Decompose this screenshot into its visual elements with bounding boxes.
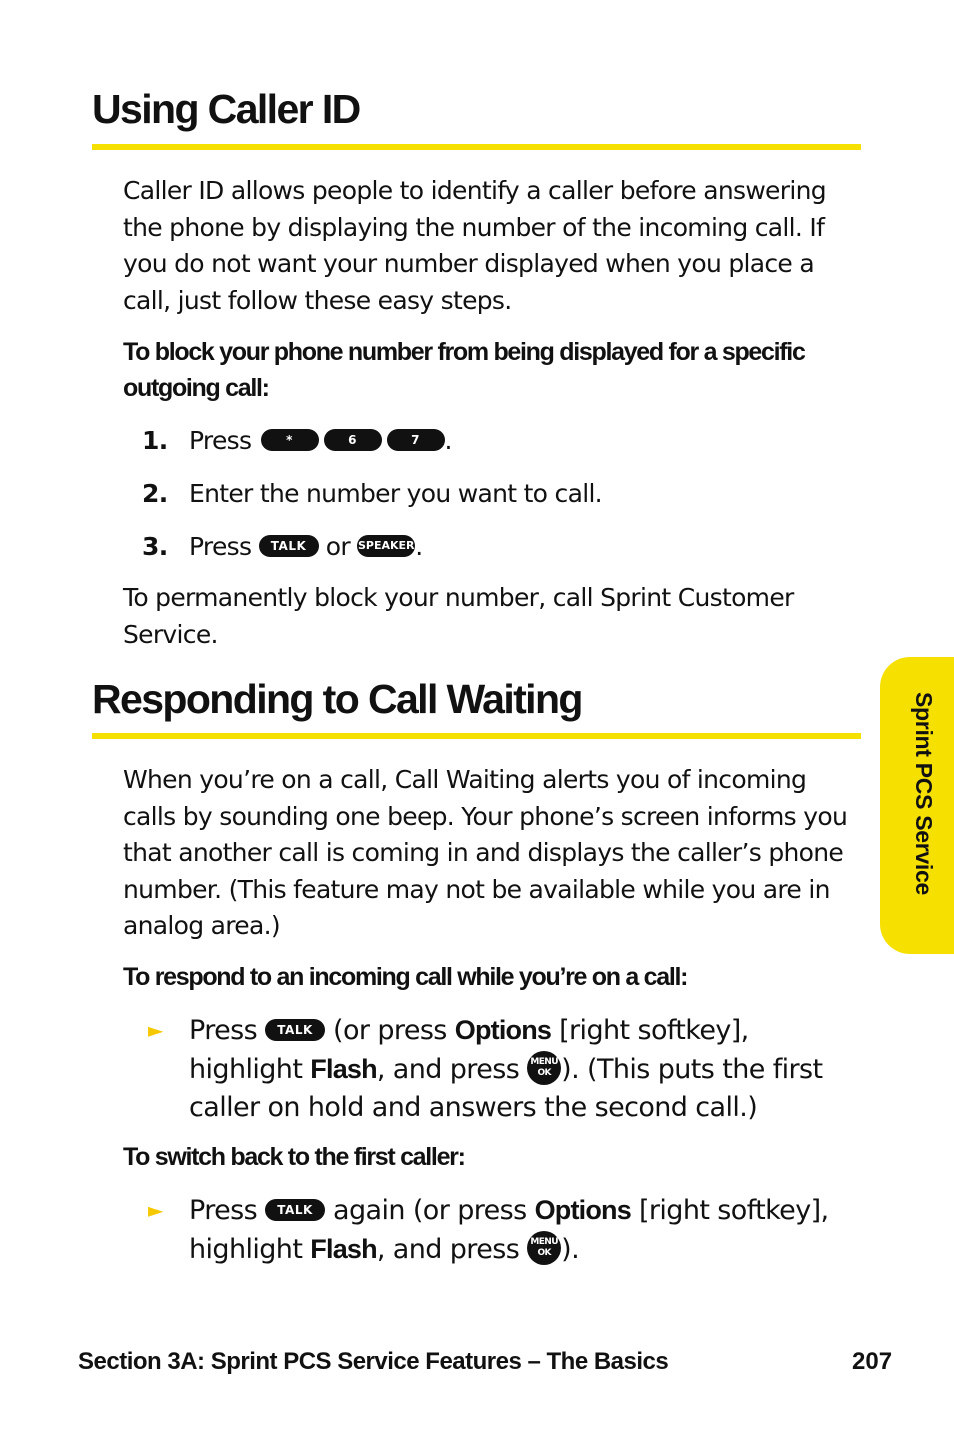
instruction-text: , and press <box>376 1054 520 1085</box>
block-number-subheading: To block your phone number from being displayed for a specific outgoing call: <box>123 338 805 402</box>
instruction-text: again (or press <box>333 1195 527 1226</box>
section-title-caller-id: Using Caller ID <box>92 86 360 132</box>
instruction-text: Press <box>189 1195 258 1226</box>
instruction-text: [right softkey], highlight <box>189 1195 829 1265</box>
section-title-call-waiting: Responding to Call Waiting <box>92 676 582 722</box>
bullet-arrow-icon: ► <box>148 1018 163 1042</box>
step-number: 2. <box>142 479 168 508</box>
step-text: Enter the number you want to call. <box>189 479 602 508</box>
step-number: 3. <box>142 532 168 561</box>
instruction-text: [right softkey], highlight <box>189 1015 749 1085</box>
instruction-text: ). <box>561 1234 580 1265</box>
instruction-text: Press <box>189 1015 258 1046</box>
six-key-icon: 6 <box>324 429 382 451</box>
call-waiting-intro: When you’re on a call, Call Waiting alerts you of incoming calls by sounding one beep. Your phone’s screen informs you that another call is coming in and displays the caller’s phone number. (This feature may not be available while you are in analog area.) <box>123 765 848 940</box>
step-3 <box>142 529 422 565</box>
flash-option-label: Flash <box>310 1234 377 1264</box>
bullet-arrow-icon: ► <box>148 1198 163 1222</box>
step-1 <box>142 423 452 459</box>
star-key-icon: * <box>261 429 319 451</box>
flash-option-label: Flash <box>310 1054 377 1084</box>
footer-section-title: Section 3A: Sprint PCS Service Features – The Basics <box>78 1348 669 1375</box>
seven-key-icon: 7 <box>387 429 445 451</box>
permanent-block-note: To permanently block your number, call Sprint Customer Service. <box>123 583 794 649</box>
step-text: Press <box>189 532 252 561</box>
step-number: 1. <box>142 426 168 455</box>
page-number: 207 <box>852 1348 893 1375</box>
instruction-text: (or press <box>333 1015 447 1046</box>
menu-ok-key-icon: MENU OK <box>527 1051 561 1085</box>
caller-id-intro: Caller ID allows people to identify a caller before answering the phone by displaying the number of the incoming call. If you do not want your number displayed when you place a call, just follow these easy steps. <box>123 176 826 315</box>
options-softkey-label: Options <box>454 1015 552 1045</box>
instruction-text: ). (This puts the first caller on hold and answers the second call.) <box>189 1054 823 1123</box>
talk-key-icon: TALK <box>265 1199 325 1221</box>
talk-key-icon: TALK <box>259 535 319 557</box>
respond-subheading: To respond to an incoming call while you’re on a call: <box>123 963 688 991</box>
step-joiner: or <box>325 532 350 561</box>
step-period: . <box>444 426 452 455</box>
title-underline <box>92 733 861 739</box>
options-softkey-label: Options <box>534 1195 631 1225</box>
title-underline <box>92 144 861 150</box>
side-tab-label: Sprint PCS Service <box>911 692 937 895</box>
speaker-key-icon: SPEAKER <box>357 535 415 557</box>
step-period: . <box>415 532 423 561</box>
step-text: Press <box>189 426 252 455</box>
switch-back-instruction <box>148 1191 868 1269</box>
respond-instruction <box>148 1011 868 1127</box>
step-2 <box>142 476 602 512</box>
menu-ok-key-icon: MENU OK <box>527 1231 561 1265</box>
talk-key-icon: TALK <box>265 1019 325 1041</box>
switch-back-subheading: To switch back to the first caller: <box>123 1143 465 1171</box>
instruction-text: , and press <box>376 1234 520 1265</box>
